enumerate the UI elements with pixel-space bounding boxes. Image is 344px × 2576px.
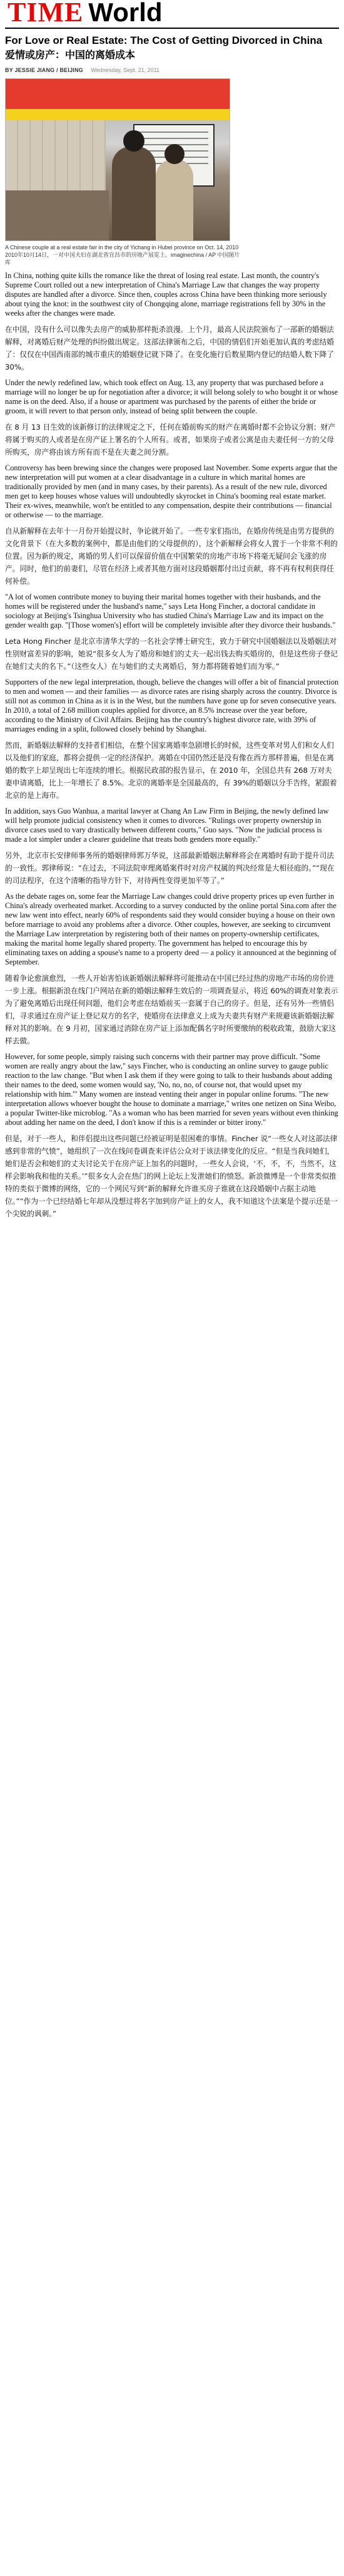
photo-crowd xyxy=(6,190,109,241)
article-body xyxy=(5,271,339,1220)
article-photo xyxy=(5,78,230,241)
photo-person-left xyxy=(112,147,156,241)
section-name: World xyxy=(88,0,163,27)
paragraph-chinese: Leta Hong Fincher 是北京市清华大学的一名社会学博士研究生，致力于研究中国婚姻法以及婚姻法对性别财富差异的影响，她说“很多女人为了婚房和她们的丈夫一起出钱去购买婚房的，但是这些房子登记在她们丈夫的名下。”（这些女人）在与她们的丈夫离婚后，努力都将随着她们而为零。” xyxy=(5,637,338,671)
paragraph-english: In addition, says Guo Wanhua, a marital lawyer at Chang An Law Firm in Beijing, the newly defined law will help promote judicial consistency when it comes to divorces. "Rulings over property ownership in divorce cases used to vary drastically between different courts," Guo says. "Now the judicial process is made a lot simpler under a clearer guideline that treats both genders more equally." xyxy=(5,807,329,844)
paragraph-english: As the debate rages on, some fear the Marriage Law changes could drive property prices up even further in China's already overheated market. According to a survey conducted by the online portal Sina.com after the new law went into effect, nearly 60% of respondents said they would consider buying a house on their own before marriage to avoid any problems after a divorce. Other couples, however, are seeking to circumvent the Marriage Law interpretation by registering both of their names on property-ownership certificates, making the marital home legally shared property. The government has helped to encourage this by eliminating taxes on adding a spouse's name to a property deed — a policy it announced at the beginning of September. xyxy=(5,892,336,966)
paragraph-english: However, for some people, simply raising such concerns with their partner may prove difficult. "Some women are really angry about the law," says Fincher, who is conducting an online survey to gauge public reaction to the law change. "But when I ask them if they were going to talk to their husbands about adding their names to the deed, some women would say, 'No, no, no, of course not, that would upset my relationship with him.'" Many women are instead venting their anger in popular online forums. "The new interpretation allows whoever bought the house to dominate a marriage," writes one netizen on Sina Weibo, a popular Twitter-like microblog. "As a woman who has been married for seven years without even thinking about adding her name on the deed, I don't know if this is a reminder or bitter irony." xyxy=(5,1052,338,1127)
byline xyxy=(5,66,339,75)
paragraph-chinese: 然而，新婚姻法解释的支持者们相信，在整个国家离婚率急剧增长的时候，这些变革对男人们和女人们以及他们的家庭，都将会提供一定的经济保护。离婚在中国仍然还是没有像在西方那样普遍，但是在离婚的数字上却呈现出七年连续的增长。根据民政部的报告显示，在 2010 年，全国总共有 268 万对夫妻申请离婚，比上一年增长了 8.5%。北京的离婚率是全国最高的，有 39%的婚姻以分手告终，紧跟着北京的是上海市。 xyxy=(5,741,337,800)
paragraph-english: Supporters of the new legal interpretation, though, believe the changes will offer a bit of financial protection to men and women — and their families — as divorce rates are rising sharply across the country. Divorce is still not as common in China as it is in the West, but the numbers have gone up for seven consecutive years. In 2010, a total of 2.68 million couples applied for divorce, an 8.5% increase over the year before, according to the Ministry of Civil Affairs. Beijing has the country's highest divorce rate, with 39% of marriages ending in a split, followed closely behind by Shanghai. xyxy=(5,678,339,733)
paragraph-english: In China, nothing quite kills the romance like the threat of losing real estate. Last month, the country's Supreme Court rolled out a new interpretation of China's Marriage Law that changes the way property disputes are handled after a divorce. Since then, couples across China have been thinking more seriously about tying the knot: in the southwest city of Chongqing alone, marriage registrations fell by 30% in the weeks after the changes were made. xyxy=(5,271,327,318)
paragraph-chinese: 在 8 月 13 日生效的该新修订的法律规定之下，任何在婚前购买的财产在离婚时都不会协议分割；财产将属于购买的人或者是在房产证上署名的个人所有。或者，如果房子或者公寓是由夫妻任何一方的父母所购买，房产将由该方所有而不是在夫妻之间分割。 xyxy=(5,423,336,457)
paragraph-chinese: 随着争论愈演愈烈，一些人开始害怕该新婚姻法解释将可能推动在中国已经过热的房地产市场的房价进一步上涨。根据新浪在线门户网站在新的婚姻法解释生效后的一项调查显示，将近 60%的调查对象表示为了避免离婚后出现任何问题，他们会考虑在结婚前买一套属于自己的房子。但是，还有另外一些情侣们，寻求通过在房产证上登记双方的名字，使婚房在法律意义上成为夫妻共有财产来规避该新婚姻法解释对其的影响。在 9 月初，国家通过消除在房产证上添加配偶名字时所要缴纳的税收政策，鼓励大家这样去做。 xyxy=(5,974,338,1045)
paragraph-english: Controversy has been brewing since the changes were proposed last November. Some experts argue that the new interpretation will put women at a clear disadvantage in a culture in which marital homes are traditionally provided by men (and in many cases, by their parents). As a result of the new rule, divorced men get to keep houses whose values will undoubtedly skyrocket in China's booming real estate market. Their ex-wives, meanwhile, won't be entitled to any compensation, despite their contributions — financial or otherwise — to the marriage. xyxy=(5,463,338,519)
paragraph-english: "A lot of women contribute money to buying their marital homes together with their husbands, and the homes will be registered under the husband's name," says Leta Hong Fincher, a doctoral candidate in sociology at Beijing's Tsinghua University who has studied China's Marriage Law and its impact on the gender wealth gap. "[Those women's] effort will be completely invisible after they divorce their husbands." xyxy=(5,592,336,629)
headline-english: For Love or Real Estate: The Cost of Getting Divorced in China xyxy=(5,34,323,46)
paragraph-chinese: 另外，北京市长安律师事务所的婚姻律师郭万华说，这部最新婚姻法解释将会在离婚时有助于提升司法的一致性。郭律师说：“在过去，不同法院审理离婚案件时对房产权属的判决经常是大相径庭的。”“现在的司法程序，在这个清晰的指导方针下，对待两性变得更加平等了。” xyxy=(5,851,335,885)
photo-red-banner xyxy=(6,79,230,109)
paragraph-chinese: 但是，对于一些人，和伴侣提出这些问题已经被证明是很困难的事情。Fincher 说“一些女人对这部法律感到非常的气愤”，她组织了一次在线问卷调查来评估公众对于该法律变化的反应。“但是当我问她们，她们是否会和她们的丈夫讨论关于在房产证上加名的问题时，一些女人会说，‘不，不，不，当然不，这样会影响我和他的关系。’”很多女人会在热门的网上论坛上发泄她们的愤怒。新浪微博是一个非常类似推特的类似于微博的网络，它的一个网民写到“新的解释允许谁买房子谁就在这段婚姻中占据主动地位。”“作为一个已经结婚七年却从没想过将名字加到房产证上的女人，我不知道这个法案是个提示还是一个尖锐的讽刺。” xyxy=(5,1134,338,1218)
headline-chinese: 爱情或房产：中国的离婚成本 xyxy=(5,49,136,61)
byline-date: Wednesday, Sept. 21, 2011 xyxy=(91,67,159,73)
paragraph-chinese: 在中国，没有什么可以像失去房产的威胁那样扼杀浪漫。上个月，最高人民法院颁布了一部新的婚姻法解释，对离婚后财产处理的纠纷做出规定。这部法律颁布之后，中国的情侣们开始更加认真的考虑结婚了：仅仅在中国西南部的城市重庆的婚姻登记就下降了。在变化施行后数星期内登记的结婚人数下降了 30%。 xyxy=(5,325,334,371)
byline-author: BY JESSIE JIANG / BEIJING xyxy=(5,67,83,73)
paragraph-english: Under the newly redefined law, which took effect on Aug. 13, any property that was purchased before a marriage will no longer be up for negotiation after a divorce; it will belong solely to who bought it or whose name is on the deed. Also, if a house or apartment was purchased by the parents of either the bride or groom, it will revert to that person only, instead of being split between the couple. xyxy=(5,378,338,415)
photo-yellow-banner xyxy=(6,109,230,120)
photo-caption: A Chinese couple at a real estate fair in the city of Yichang in Hubei province on Oct. 14, 2010 2010年10月14日，一对中国夫妇在湖北省宜昌市的房地产展览上。imaginechina / AP 中国图片库 xyxy=(5,244,240,266)
article-page xyxy=(0,0,344,1233)
paragraph-chinese: 自从新解释在去年十一月份开始提议时，争论就开始了。一些专家们指出，在婚房传统是由男方提供的文化背景下（在大多数的案例中，都是由他们的父母提供的），这个新解释会将女人置于一个非常不利的位置。因为新的规定，离婚的男人们可以保留价值在中国繁荣的房地产市场下将毫无疑问会飞涨的房产。同时，他们的前妻们，尽管在经济上或者其他方面对这段婚姻都付出过贡献，将不再有权利获得任何补偿。 xyxy=(5,527,338,586)
photo-wall xyxy=(6,120,106,195)
time-logo[interactable]: TIME xyxy=(8,0,84,28)
masthead xyxy=(5,0,339,29)
photo-person-right xyxy=(156,159,193,241)
